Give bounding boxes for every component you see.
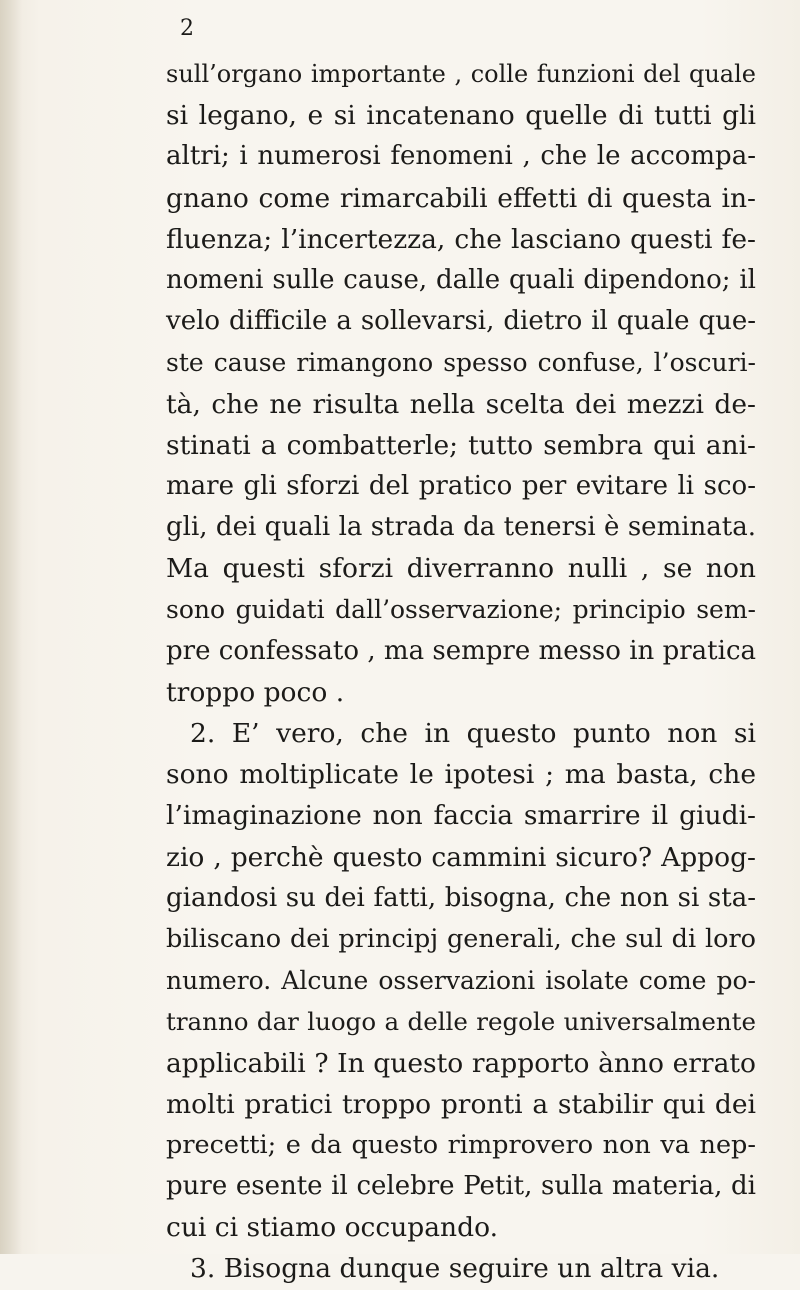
text-line: pure esente il celebre Petit, sulla materia, di [166,1171,756,1202]
text-line: gli, dei quali la strada da tenersi è seminata. [166,512,756,543]
text-line: ste cause rimangono spesso confuse, l’oscuri- [166,348,756,378]
text-line: tà, che ne risulta nella scelta dei mezzi de- [166,388,756,420]
text-line: cui ci stiamo occupando. [166,1212,498,1244]
text-line: 2. E’ vero, che in questo punto non si [190,718,756,749]
text-line: stinati a combatterle; tutto sembra qui ani- [166,429,756,461]
text-line: tranno dar luogo a delle regole universalmente [166,1007,756,1037]
text-line: biliscano dei principj generali, che sul di loro [166,923,756,954]
text-line: molti pratici troppo pronti a stabilir qui dei [166,1088,756,1120]
text-line: sono moltiplicate le ipotesi ; ma basta, che [166,759,756,791]
text-line: altri; i numerosi fenomeni , che le accompa- [166,141,756,172]
text-line: giandosi su dei fatti, bisogna, che non si sta- [166,882,756,913]
text-line: zio , perchè questo cammini sicuro? Appog- [166,841,756,873]
text-line: pre confessato , ma sempre messo in pratica [166,635,756,666]
text-line: nomeni sulle cause, dalle quali dipendono; il [166,264,756,295]
text-line: precetti; e da questo rimprovero non va nep- [166,1129,756,1160]
text-line: velo difficile a sollevarsi, dietro il quale que- [166,306,756,337]
text-line: Ma questi sforzi diverranno nulli , se non [166,553,756,585]
text-line: si legano, e si incatenano quelle di tutti gli [166,100,756,132]
text-line: fluenza; l’incertezza, che lasciano questi fe- [166,223,756,255]
text-line: gnano come rimarcabili effetti di questa in- [166,182,756,214]
text-line: numero. Alcune osservazioni isolate come po- [166,966,756,996]
text-line: sull’organo importante , colle funzioni del quale [166,60,756,88]
page-number: 2 [180,16,194,41]
text-line: applicabili ? In questo rapporto ànno errato [166,1047,756,1079]
text-line: 3. Bisogna dunque seguire un altra via. [190,1253,720,1285]
page-binding-edge [0,0,22,1254]
text-line: troppo poco . [166,676,345,708]
text-line: l’imaginazione non faccia smarrire il giudi- [166,800,756,832]
text-line: sono guidati dall’osservazione; principio sem- [166,595,756,625]
body-text [166,54,756,1290]
text-line: mare gli sforzi del pratico per evitare li sco- [166,470,756,501]
